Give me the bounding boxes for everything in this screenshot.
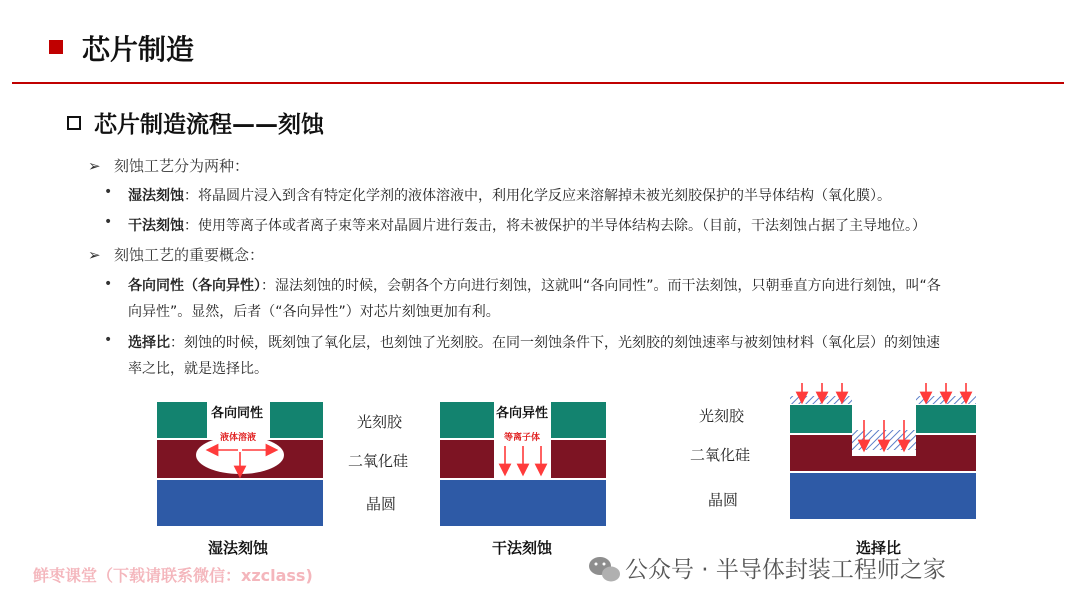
- wet-caption: 湿法刻蚀: [208, 539, 269, 557]
- term-dry: 干法刻蚀: [128, 218, 184, 234]
- arrow-bullet-icon: ➢: [88, 246, 101, 264]
- watermark-right: 公众号 · 半导体封装工程师之家: [625, 557, 946, 583]
- term-wet: 湿法刻蚀: [128, 188, 184, 204]
- selectivity-diagram: [790, 383, 976, 519]
- wet-inner-label: 液体溶液: [220, 433, 257, 443]
- selectivity-oxide-label: 二氧化硅: [690, 446, 751, 464]
- dry-top-label: 各向异性: [496, 406, 549, 421]
- wafer-layer: [157, 480, 323, 526]
- desc-dry: ：使用等离子体或者离子束等来对晶圆片进行轰击，将未被保护的半导体结构去除。（目前，干法刻蚀占据了主导地位。）: [184, 218, 926, 234]
- arrow-bullet-icon: ➢: [88, 157, 101, 175]
- oxide-right: [551, 440, 606, 478]
- photoresist-right: [270, 402, 323, 438]
- term-selectivity: 选择比: [128, 335, 170, 351]
- legend-oxide: 二氧化硅: [348, 452, 409, 470]
- desc-anisotropy-line2: 向异性”。显然，后者（“各向异性”）对芯片刻蚀更加有利。: [128, 304, 500, 320]
- photoresist-right: [551, 402, 606, 438]
- desc-selectivity-line2: 率之比，就是选择比。: [128, 361, 268, 377]
- section-heading-text: 刻蚀工艺的重要概念：: [114, 246, 265, 264]
- wet-top-label: 各向同性: [211, 406, 264, 421]
- photoresist-left: [790, 405, 852, 433]
- selectivity-wafer-label: 晶圆: [708, 491, 739, 509]
- page-title: 芯片制造: [82, 33, 195, 66]
- bullet-dot-icon: •: [104, 214, 113, 230]
- oxide-left: [440, 440, 494, 478]
- photoresist-left: [157, 402, 207, 438]
- photoresist-left: [440, 402, 494, 438]
- selectivity-caption: 选择比: [856, 539, 902, 557]
- desc-anisotropy-line1: ：湿法刻蚀的时候，会朝各个方向进行刻蚀，这就叫“各向同性”。而干法刻蚀，只朝垂直方向进行刻蚀，叫“各: [261, 278, 941, 294]
- wafer-layer: [790, 473, 976, 519]
- wechat-icon: [589, 557, 620, 582]
- desc-wet: ：将晶圆片浸入到含有特定化学剂的液体溶液中，利用化学反应来溶解掉未被光刻胶保护的半导体结构（氧化膜）。: [184, 188, 891, 204]
- legend-photoresist: 光刻胶: [357, 413, 403, 431]
- wafer-layer: [440, 480, 606, 526]
- term-anisotropy: 各向同性（各向异性）: [128, 278, 261, 294]
- section-title: 芯片制造流程——刻蚀: [94, 112, 324, 138]
- selectivity-photoresist-label: 光刻胶: [699, 407, 745, 425]
- bullet-dot-icon: •: [104, 184, 113, 200]
- bullet-dot-icon: •: [104, 332, 113, 348]
- watermark-left: 鲜枣课堂（下载请联系微信：xzclass): [33, 566, 313, 585]
- legend-wafer: 晶圆: [366, 495, 397, 513]
- desc-selectivity-line1: ：刻蚀的时候，既刻蚀了氧化层，也刻蚀了光刻胶。在同一刻蚀条件下，光刻胶的刻蚀速率与被刻蚀材料（氧化层）的刻蚀速: [170, 335, 940, 351]
- section-heading-text: 刻蚀工艺分为两种：: [114, 157, 250, 175]
- dry-caption: 干法刻蚀: [492, 539, 553, 557]
- photoresist-right: [916, 405, 976, 433]
- dry-inner-label: 等离子体: [504, 433, 541, 443]
- bullet-dot-icon: •: [104, 276, 113, 292]
